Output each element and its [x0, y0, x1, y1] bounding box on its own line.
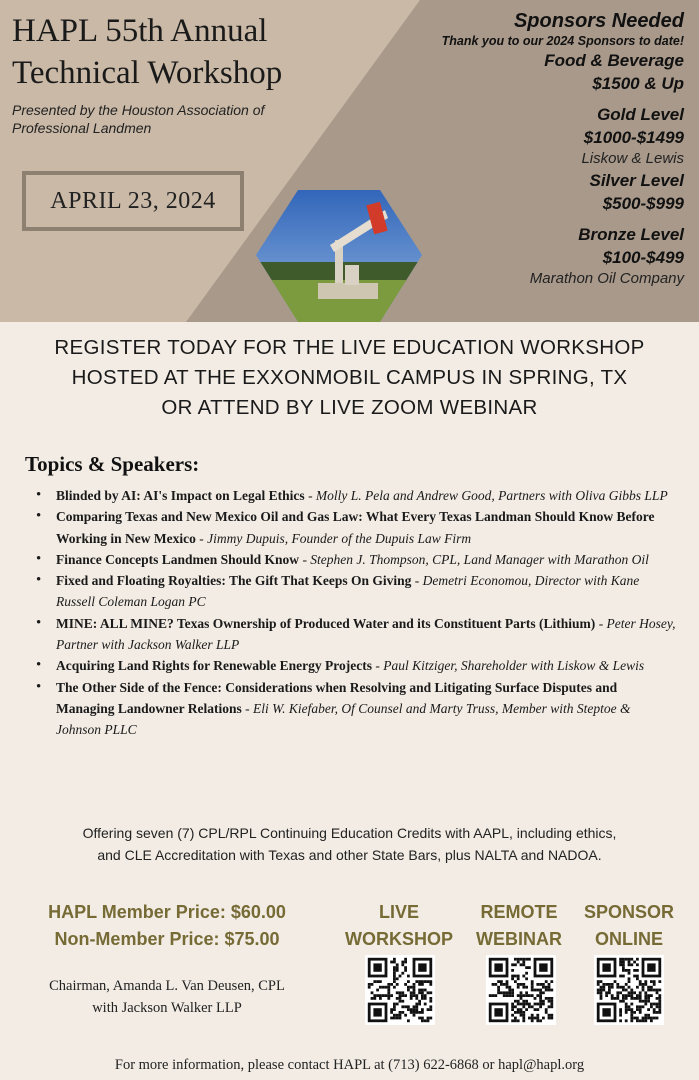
qr-code-sponsor-online-icon[interactable]	[594, 955, 664, 1025]
food-price: $1500 & Up	[592, 74, 684, 93]
silver-price: $500-$999	[602, 194, 684, 213]
bronze-sponsor: Marathon Oil Company	[529, 270, 684, 287]
chairman-info	[17, 975, 317, 1019]
gold-price: $1000-$1499	[583, 128, 684, 147]
qr-label-line: WORKSHOP	[345, 929, 453, 949]
topic-speaker: - Paul Kitziger, Shareholder with Liskow & Lewis	[372, 658, 645, 674]
topic-title: Fixed and Floating Royalties: The Gift That Keeps On Giving	[56, 573, 412, 589]
gold-label: Gold Level	[597, 105, 684, 124]
nonmember-price: Non-Member Price: $75.00	[54, 929, 280, 949]
credits-line2: and CLE Accreditation with Texas and other State Bars, plus NALTA and NADOA.	[97, 847, 602, 863]
contact-info: For more information, please contact HAPL at (713) 622-6868 or hapl@hapl.org	[114, 1057, 585, 1073]
gold-sponsor: Liskow & Lewis	[581, 150, 684, 167]
qr-label-live-workshop	[339, 899, 459, 953]
topic-item	[36, 570, 676, 613]
topic-item	[36, 613, 676, 656]
topic-speaker: - Peter Hosey, Partner with Jackson Walker LLP	[56, 615, 676, 653]
topic-item	[36, 655, 676, 676]
pricing	[17, 899, 317, 953]
topic-speaker: - Demetri Economou, Director with Kane Russell Coleman Logan PC	[56, 573, 640, 610]
bronze-label: Bronze Level	[578, 225, 684, 244]
topic-title: Finance Concepts Landmen Should Know	[56, 551, 300, 567]
register-line2: HOSTED AT THE EXXONMOBIL CAMPUS IN SPRING, TX	[71, 366, 628, 389]
qr-label-remote-webinar	[459, 899, 579, 953]
register-line1: REGISTER TODAY FOR THE LIVE EDUCATION WORKSHOP	[54, 336, 645, 359]
qr-label-line: LIVE	[378, 902, 419, 922]
silver-label: Silver Level	[589, 171, 684, 190]
qr-label-line: ONLINE	[594, 929, 663, 949]
food-label: Food & Beverage	[544, 51, 684, 70]
credits-info	[0, 822, 699, 866]
topic-item	[36, 485, 676, 506]
register-banner	[0, 333, 699, 423]
event-title-line1: HAPL 55th Annual	[12, 13, 268, 49]
sponsor-panel	[442, 9, 684, 289]
topic-title: Comparing Texas and New Mexico Oil and Gas Law: What Every Texas Landman Should Know Before Working in New Mexico	[56, 509, 655, 546]
qr-label-sponsor-online	[569, 899, 689, 953]
topic-title: The Other Side of the Fence: Considerations when Resolving and Litigating Surface Disputes and Managing Landowner Relations	[56, 679, 618, 716]
qr-code-live-workshop-icon[interactable]	[365, 955, 435, 1025]
qr-code-remote-webinar-icon[interactable]	[486, 955, 556, 1025]
topic-title: Blinded by AI: AI's Impact on Legal Ethics	[56, 488, 305, 503]
bronze-price: $100-$499	[602, 248, 684, 267]
topic-item	[36, 506, 676, 549]
topic-speaker: - Jimmy Dupuis, Founder of the Dupuis Law Firm	[195, 530, 472, 546]
qr-label-line: REMOTE	[480, 902, 558, 922]
register-line3: OR ATTEND BY LIVE ZOOM WEBINAR	[161, 396, 538, 419]
presented-by: Presented by the Houston Association of Professional Landmen	[12, 102, 265, 136]
qr-label-line: WEBINAR	[476, 929, 562, 949]
chairman-line2: with Jackson Walker LLP	[92, 1000, 242, 1016]
member-price: HAPL Member Price: $60.00	[48, 902, 286, 922]
topics-heading: Topics & Speakers:	[25, 452, 200, 476]
topic-title: Acquiring Land Rights for Renewable Energy Projects	[56, 658, 372, 674]
topic-item	[36, 549, 676, 570]
credits-line1: Offering seven (7) CPL/RPL Continuing Education Credits with AAPL, including ethics,	[82, 825, 617, 841]
topic-speaker: - Molly L. Pela and Andrew Good, Partners with Oliva Gibbs LLP	[304, 488, 668, 503]
topic-speaker: - Eli W. Kiefaber, Of Counsel and Marty Truss, Member with Steptoe & Johnson PLLC	[56, 700, 631, 738]
sponsors-thanks: Thank you to our 2024 Sponsors to date!	[441, 34, 684, 48]
topic-title: MINE: ALL MINE? Texas Ownership of Produced Water and its Constituent Parts (Lithium)	[56, 615, 596, 631]
topics-list	[36, 485, 676, 741]
event-date: APRIL 23, 2024	[22, 171, 244, 231]
topic-item	[36, 677, 676, 741]
chairman-line1: Chairman, Amanda L. Van Deusen, CPL	[49, 978, 285, 994]
qr-label-line: SPONSOR	[583, 902, 675, 922]
event-title-line2: Technical Workshop	[12, 55, 283, 91]
sponsors-title: Sponsors Needed	[513, 10, 684, 32]
event-title	[12, 10, 282, 94]
topic-speaker: - Stephen J. Thompson, CPL, Land Manager with Marathon Oil	[299, 551, 649, 567]
